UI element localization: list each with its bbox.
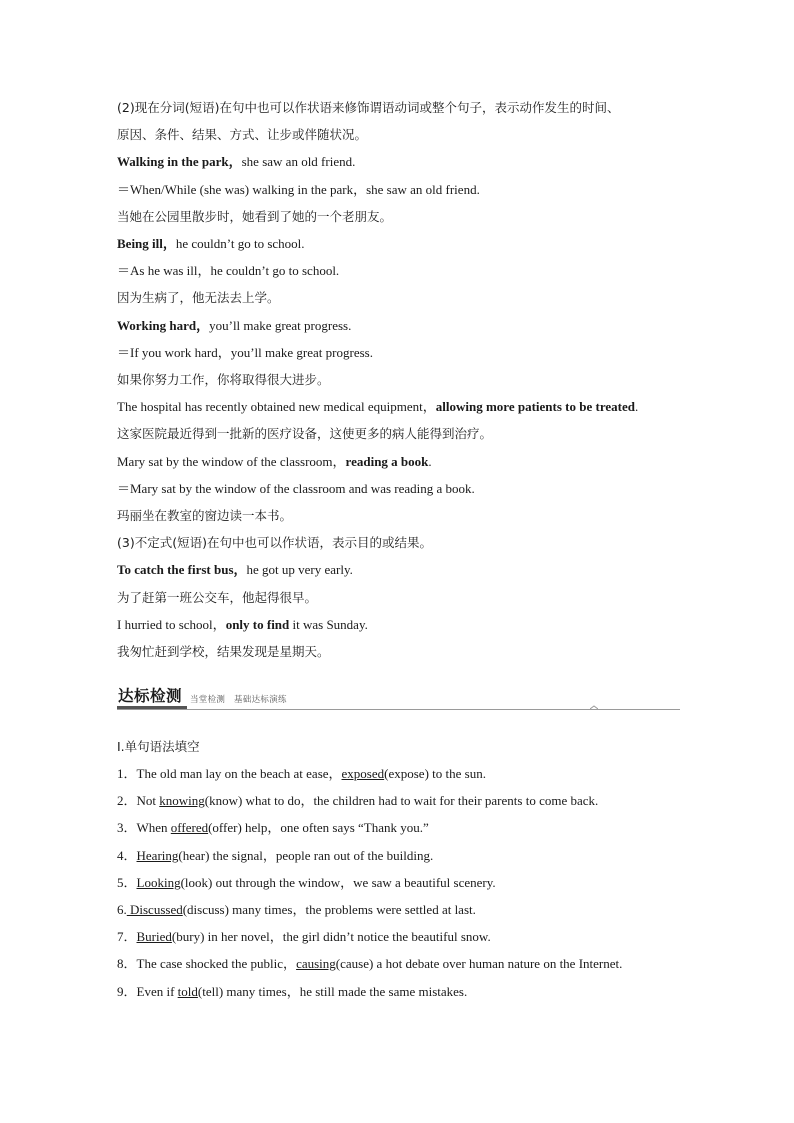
example-bold: Working hard， xyxy=(117,317,210,333)
example-bold: Walking in the park， xyxy=(117,154,242,170)
exercise-prompt: 9．Even if xyxy=(117,983,178,999)
exercise-answer: causing xyxy=(296,956,336,972)
example-text: he got up very early. xyxy=(246,562,353,578)
exercise-rest: (tell) many times，he still made the same mistakes. xyxy=(197,983,468,999)
example-text: The hospital has recently obtained new medical equipment， xyxy=(117,399,436,415)
exercise-prompt: 1．The old man lay on the beach at ease， xyxy=(117,766,342,781)
section-subtitle: 当堂检测 基础达标演练 xyxy=(190,695,287,705)
exercise-answer: offered xyxy=(170,820,209,836)
example-text: you’ll make great progress. xyxy=(209,317,352,333)
exercise-answer: knowing xyxy=(159,793,205,809)
exercise-item xyxy=(117,760,680,787)
example-bold: reading a book xyxy=(345,453,429,469)
exercise-prompt: 5． xyxy=(117,874,137,890)
exercise-list xyxy=(117,760,680,1005)
example-6-translation: 为了赶第一班公交车，他起得很早。 xyxy=(117,589,318,605)
example-2 xyxy=(117,230,680,257)
example-4 xyxy=(117,393,680,420)
exercise-item xyxy=(117,923,680,950)
example-5-translation: 玛丽坐在教室的窗边读一本书。 xyxy=(117,508,293,524)
exercise-heading: Ⅰ.单句语法填空 xyxy=(117,739,200,754)
example-4-translation: 这家医院最近得到一批新的医疗设备，这使更多的病人能得到治疗。 xyxy=(117,426,493,442)
exercise-rest: (discuss) many times，the problems were settled at last. xyxy=(182,902,476,918)
exercise-rest: (hear) the signal，people ran out of the building. xyxy=(178,847,434,863)
exercise-prompt: 8．The case shocked the public， xyxy=(117,956,297,972)
exercise-item xyxy=(117,814,680,841)
example-end: . xyxy=(428,453,432,469)
exercise-answer: Buried xyxy=(136,929,172,945)
exercise-prompt: 2．Not xyxy=(117,793,160,809)
example-6 xyxy=(117,556,680,583)
example-3-alt: ＝If you work hard，you’ll make great progress. xyxy=(117,344,373,360)
exercise-prompt: 6. xyxy=(117,902,127,918)
example-text: it was Sunday. xyxy=(289,616,368,632)
example-bold: Being ill， xyxy=(117,236,176,252)
exercise-answer: Discussed xyxy=(126,902,183,918)
example-bold: only to find xyxy=(225,616,290,632)
exercise-item xyxy=(117,896,680,923)
point3-heading: (3)不定式(短语)在句中也可以作状语，表示目的或结果。 xyxy=(117,535,432,551)
example-bold: allowing more patients to be treated xyxy=(435,399,635,415)
point2-heading: (2)现在分词(短语)在句中也可以作状语来修饰谓语动词或整个句子，表示动作发生的时间、 xyxy=(117,100,620,115)
exercise-item xyxy=(117,787,680,814)
example-5 xyxy=(117,448,680,475)
exercise-answer: told xyxy=(177,983,198,999)
exercise-answer: Looking xyxy=(136,874,181,890)
example-2-translation: 因为生病了，他无法去上学。 xyxy=(117,290,280,306)
grammar-notes xyxy=(117,94,680,665)
example-bold: To catch the first bus， xyxy=(117,562,247,578)
exercise-rest: (cause) a hot debate over human nature on the Internet. xyxy=(335,956,623,972)
exercise-prompt: 3．When xyxy=(117,820,171,836)
exercise-rest: (expose) to the sun. xyxy=(384,766,486,781)
section-title: 达标检测 xyxy=(118,687,183,705)
divider-notch-icon xyxy=(590,705,598,710)
example-7 xyxy=(117,611,680,638)
example-7-translation: 我匆忙赶到学校，结果发现是星期天。 xyxy=(117,644,330,660)
exercise-rest: (look) out through the window，we saw a beautiful scenery. xyxy=(180,874,496,890)
exercise-item xyxy=(117,950,680,977)
example-1 xyxy=(117,148,680,175)
exercise-item xyxy=(117,842,680,869)
exercise-item xyxy=(117,978,680,1005)
exercise-rest: (offer) help，one often says “Thank you.” xyxy=(208,820,429,836)
example-text: he couldn’t go to school. xyxy=(175,236,305,252)
example-text: she saw an old friend. xyxy=(241,154,356,170)
section-header xyxy=(117,683,680,713)
exercise-answer: Hearing xyxy=(136,847,179,863)
example-text: I hurried to school， xyxy=(117,616,226,632)
example-1-alt: ＝When/While (she was) walking in the park，she saw an old friend. xyxy=(117,181,480,197)
example-2-alt: ＝As he was ill，he couldn’t go to school. xyxy=(117,263,340,279)
exercise-rest: (know) what to do，the children had to wait for their parents to come back. xyxy=(204,793,599,809)
exercise-answer: exposed xyxy=(341,766,385,781)
example-5-alt: ＝Mary sat by the window of the classroom and was reading a book. xyxy=(117,480,475,496)
exercise-prompt: 7． xyxy=(117,929,137,945)
example-1-translation: 当她在公园里散步时，她看到了她的一个老朋友。 xyxy=(117,208,393,224)
example-3 xyxy=(117,312,680,339)
exercise-prompt: 4． xyxy=(117,847,137,863)
exercise-rest: (bury) in her novel，the girl didn’t notice the beautiful snow. xyxy=(171,929,491,945)
point2-heading-cont: 原因、条件、结果、方式、让步或伴随状况。 xyxy=(117,127,368,143)
example-3-translation: 如果你努力工作，你将取得很大进步。 xyxy=(117,372,330,388)
example-text: Mary sat by the window of the classroom， xyxy=(117,453,346,469)
exercise-section xyxy=(117,733,680,1005)
exercise-item xyxy=(117,869,680,896)
example-end: . xyxy=(634,399,639,415)
